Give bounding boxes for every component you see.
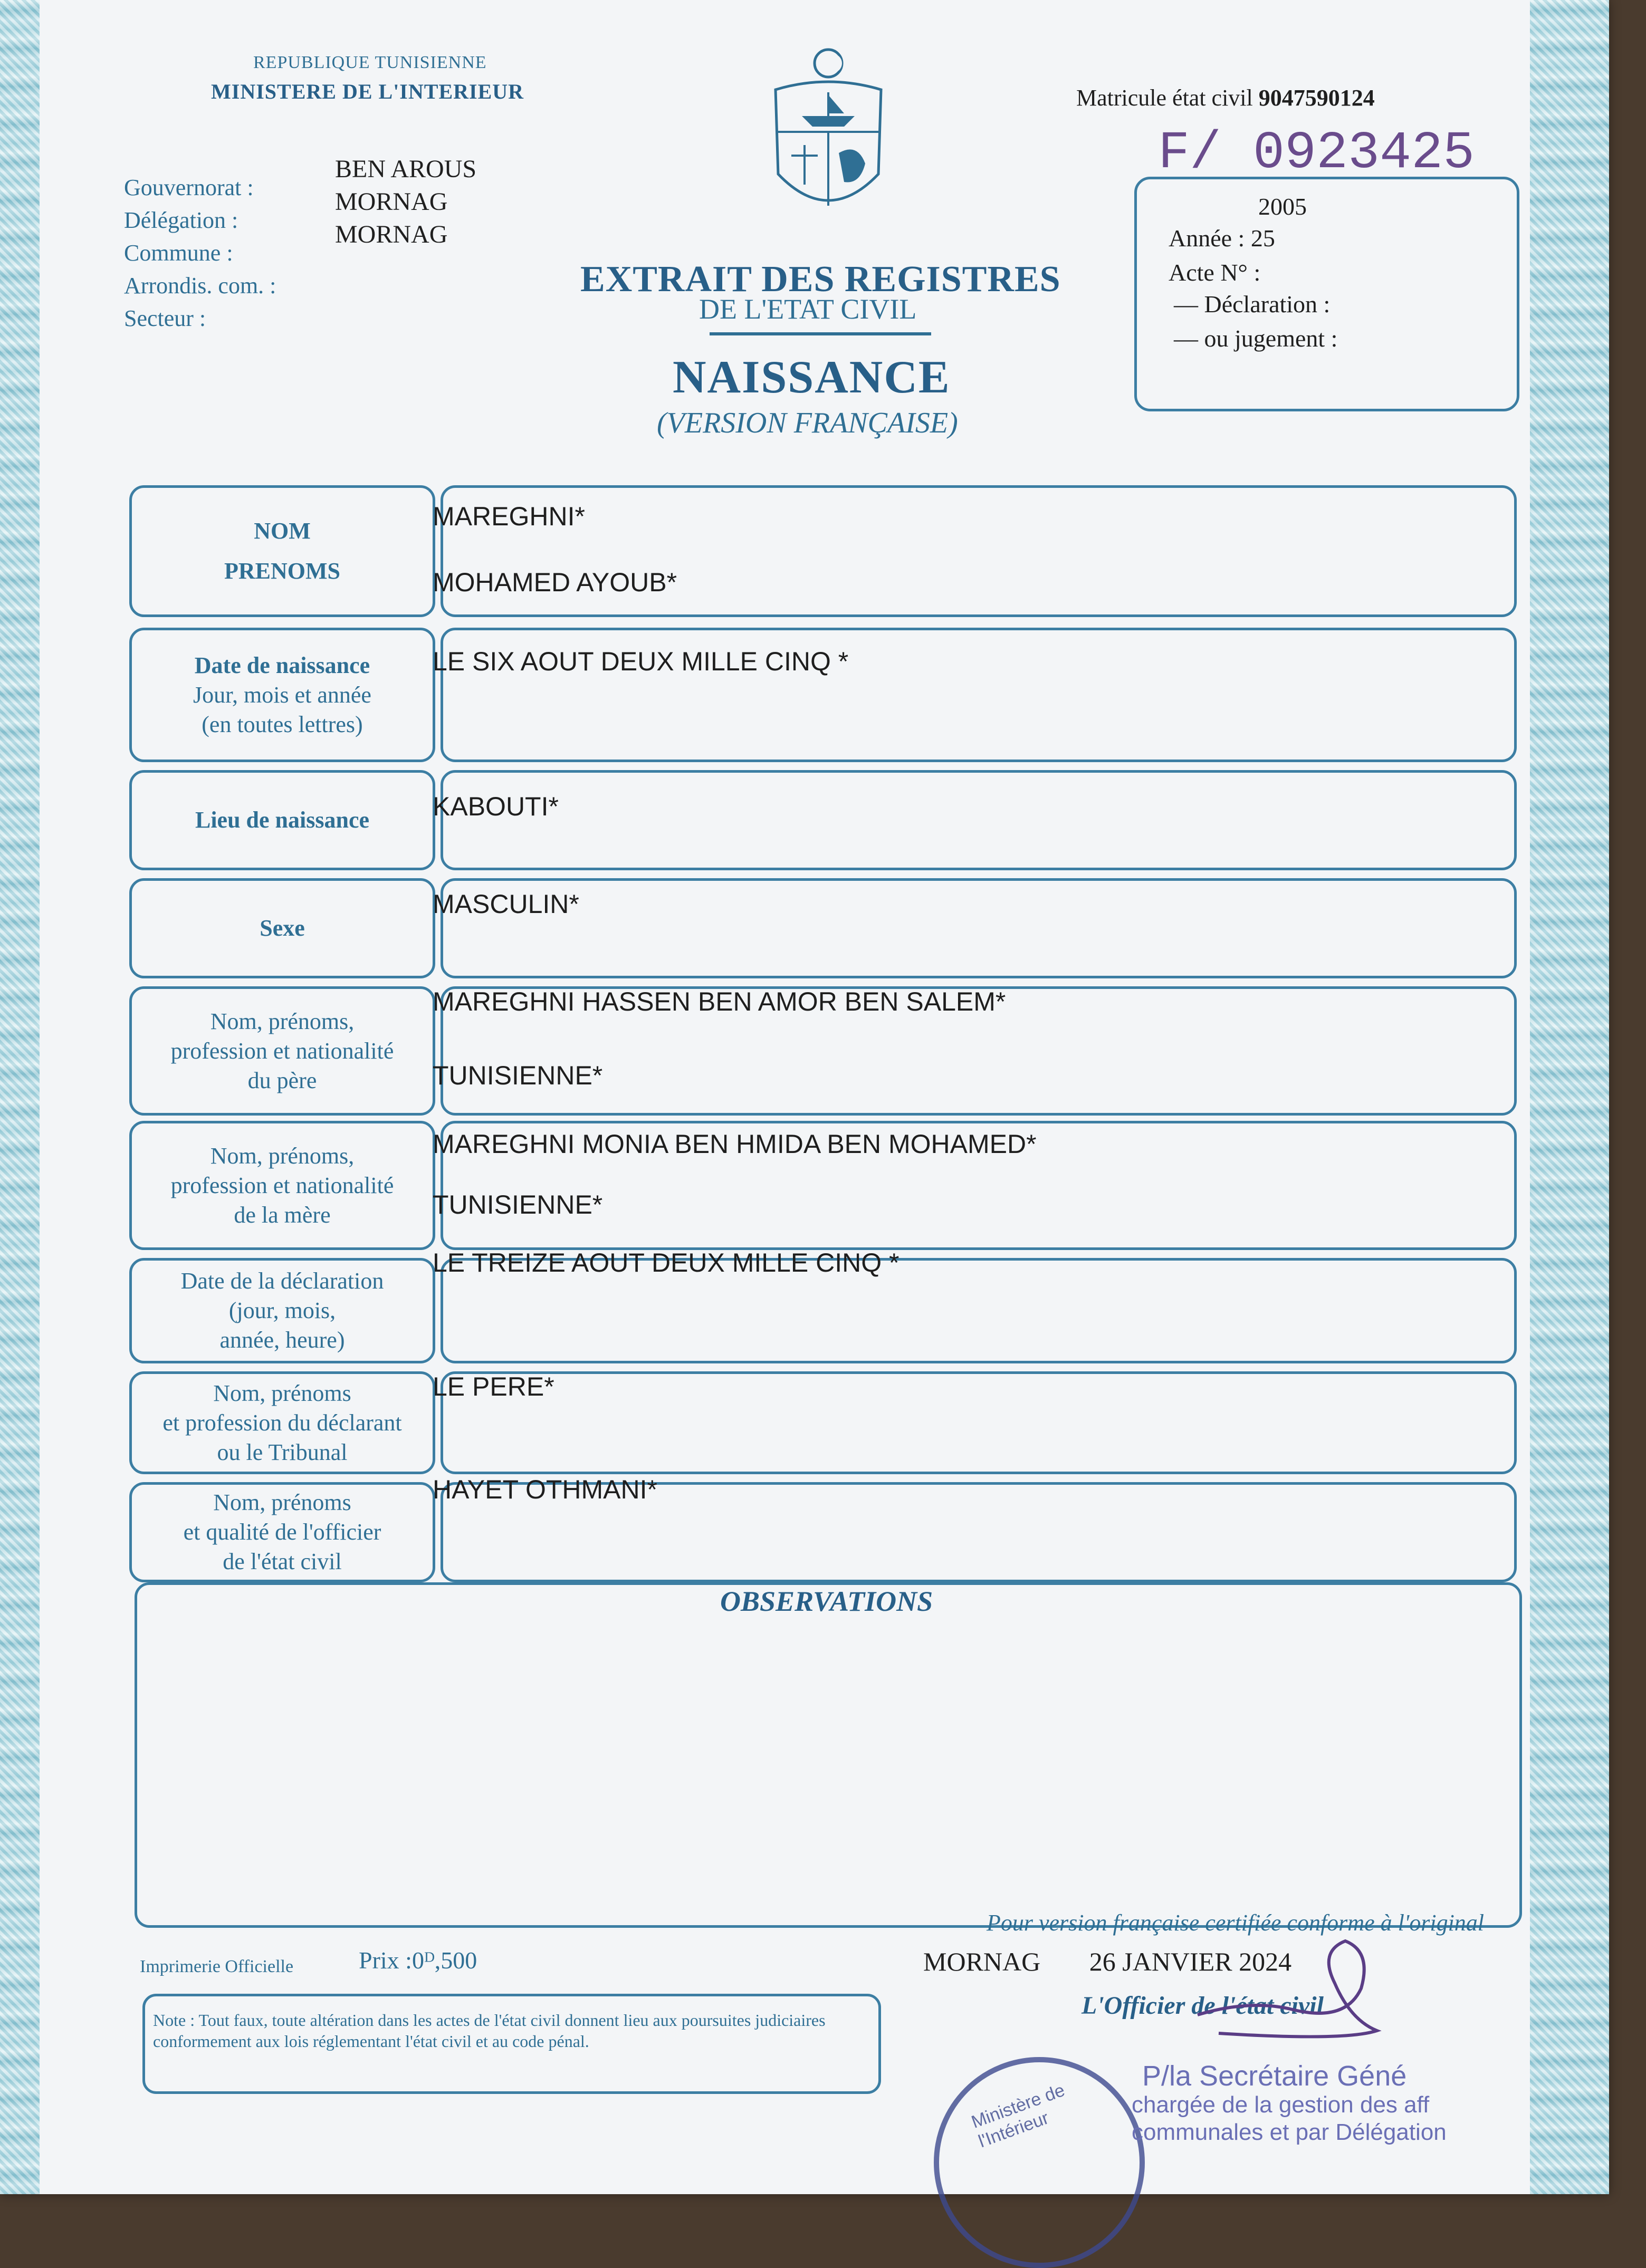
row-label xyxy=(129,628,435,762)
label-date-naissance: Date de naissance xyxy=(194,652,370,678)
acte-numero: Acte N° : xyxy=(1169,259,1261,286)
row-label xyxy=(129,770,435,870)
guilloche-border-right xyxy=(1530,0,1609,2194)
value-mere-nationalite: TUNISIENNE* xyxy=(433,1190,603,1219)
label-prenoms: PRENOMS xyxy=(224,558,340,584)
acte-declaration: — Déclaration : xyxy=(1174,291,1331,318)
prix-label: Prix :0ᴰ,500 xyxy=(359,1947,477,1974)
label-declarant-3: ou le Tribunal xyxy=(217,1439,348,1465)
label-declarant-1: Nom, prénoms xyxy=(213,1380,351,1406)
label-commune: Commune : xyxy=(124,240,233,266)
value-pere-nom: MAREGHNI HASSEN BEN AMOR BEN SALEM* xyxy=(433,987,1006,1016)
label-toutes-lettres: (en toutes lettres) xyxy=(202,711,363,737)
row-label xyxy=(129,1371,435,1474)
label-sexe: Sexe xyxy=(260,915,305,941)
row-value-box xyxy=(441,1371,1517,1474)
row-lieu-naissance xyxy=(129,770,1517,870)
guilloche-border-left xyxy=(0,0,40,2194)
label-officier-2: et qualité de l'officier xyxy=(183,1519,381,1545)
label-pere-2: profession et nationalité xyxy=(170,1037,394,1064)
official-round-stamp xyxy=(934,2057,1145,2268)
value-officier: HAYET OTHMANI* xyxy=(433,1475,657,1504)
title-naissance: NAISSANCE xyxy=(673,352,951,403)
sg-line-2: chargée de la gestion des aff xyxy=(1132,2092,1430,2118)
acte-annee: Année : 25 xyxy=(1169,225,1275,252)
label-lieu-naissance: Lieu de naissance xyxy=(195,807,370,833)
row-label xyxy=(129,485,435,617)
label-arrondissement: Arrondis. com. : xyxy=(124,273,276,299)
row-sexe xyxy=(129,878,1517,978)
title-etat-civil: DE L'ETAT CIVIL xyxy=(699,293,917,325)
value-sexe: MASCULIN* xyxy=(433,889,579,919)
label-declaration-3: année, heure) xyxy=(219,1327,345,1353)
issue-place: MORNAG xyxy=(923,1947,1041,1976)
label-delegation: Délégation : xyxy=(124,207,238,233)
coat-of-arms-icon xyxy=(765,42,892,232)
acte-year-value: 2005 xyxy=(1258,193,1307,220)
value-delegation: MORNAG xyxy=(335,188,448,216)
label-gouvernorat: Gouvernorat : xyxy=(124,175,254,200)
label-declaration-1: Date de la déclaration xyxy=(180,1268,384,1294)
sg-lines xyxy=(1132,2091,1447,2146)
label-pere-1: Nom, prénoms, xyxy=(210,1008,355,1034)
label-pere-3: du père xyxy=(247,1067,317,1093)
title-extrait: EXTRAIT DES REGISTRES xyxy=(580,259,1061,300)
row-label xyxy=(129,1258,435,1363)
value-nom: MAREGHNI* xyxy=(433,502,585,531)
value-lieu-naissance: KABOUTI* xyxy=(433,792,559,821)
location-values xyxy=(335,153,476,251)
certification-text: Pour version française certifiée conforme à l'original xyxy=(987,1910,1485,1936)
value-declarant: LE PERE* xyxy=(433,1372,554,1401)
note-text: Note : Tout faux, toute altération dans les actes de l'état civil donnent lieu aux poursuites judiciaires conformement aux lois réglementant l'état civil et au code pénal. xyxy=(153,2011,826,2051)
row-declarant xyxy=(129,1371,1517,1474)
label-mere-1: Nom, prénoms, xyxy=(210,1142,355,1169)
location-labels xyxy=(124,171,276,335)
label-declarant-2: et profession du déclarant xyxy=(162,1409,402,1436)
acte-jugement: — ou jugement : xyxy=(1174,325,1338,352)
label-secteur: Secteur : xyxy=(124,305,206,331)
row-label xyxy=(129,986,435,1116)
label-officier-1: Nom, prénoms xyxy=(213,1489,351,1515)
stamp-text: Ministère de l'Intérieur xyxy=(969,2080,1068,2152)
sg-line-3: communales et par Délégation xyxy=(1132,2119,1447,2145)
row-label xyxy=(129,1121,435,1250)
value-pere-nationalite: TUNISIENNE* xyxy=(433,1061,603,1090)
matricule xyxy=(1076,84,1375,111)
row-value-box xyxy=(441,770,1517,870)
observations-title: OBSERVATIONS xyxy=(720,1585,933,1617)
row-date-declaration xyxy=(129,1248,1517,1363)
value-commune: MORNAG xyxy=(335,220,448,248)
value-gouvernorat: BEN AROUS xyxy=(335,155,477,183)
row-label xyxy=(129,878,435,978)
label-jour-mois: Jour, mois et année xyxy=(193,681,371,708)
signature-icon xyxy=(1187,1920,1409,2057)
matricule-label: Matricule état civil xyxy=(1076,85,1253,111)
officier-title: L'Officier de l'état civil xyxy=(1082,1992,1324,2020)
row-officier xyxy=(129,1475,1517,1582)
title-divider xyxy=(710,332,931,335)
imprimerie-label: Imprimerie Officielle xyxy=(140,1957,294,1976)
value-date-declaration: LE TREIZE AOUT DEUX MILLE CINQ * xyxy=(433,1248,899,1277)
label-declaration-2: (jour, mois, xyxy=(228,1298,336,1323)
serial-stamp: F/ 0923425 xyxy=(1158,124,1475,184)
label-mere-2: profession et nationalité xyxy=(170,1172,394,1198)
header-republique: REPUBLIQUE TUNISIENNE xyxy=(253,53,487,72)
label-officier-3: de l'état civil xyxy=(223,1549,342,1574)
label-mere-3: de la mère xyxy=(234,1202,331,1228)
row-nom-prenoms xyxy=(129,485,1517,617)
observations-box xyxy=(135,1582,1522,1928)
row-value-box xyxy=(441,878,1517,978)
row-mere xyxy=(129,1121,1517,1250)
title-version: (VERSION FRANÇAISE) xyxy=(657,407,958,439)
row-label xyxy=(129,1482,435,1582)
row-pere xyxy=(129,986,1517,1116)
header-ministere: MINISTERE DE L'INTERIEUR xyxy=(211,80,524,103)
value-prenoms: MOHAMED AYOUB* xyxy=(433,568,677,597)
value-date-naissance: LE SIX AOUT DEUX MILLE CINQ * xyxy=(433,647,849,676)
row-date-naissance xyxy=(129,628,1517,762)
label-nom: NOM xyxy=(254,518,311,544)
issue-date-value: 26 JANVIER 2024 xyxy=(1089,1947,1292,1976)
matricule-value: 9047590124 xyxy=(1258,85,1375,111)
value-mere-nom: MAREGHNI MONIA BEN HMIDA BEN MOHAMED* xyxy=(433,1129,1037,1159)
sg-line-1: P/la Secrétaire Géné xyxy=(1142,2060,1407,2092)
